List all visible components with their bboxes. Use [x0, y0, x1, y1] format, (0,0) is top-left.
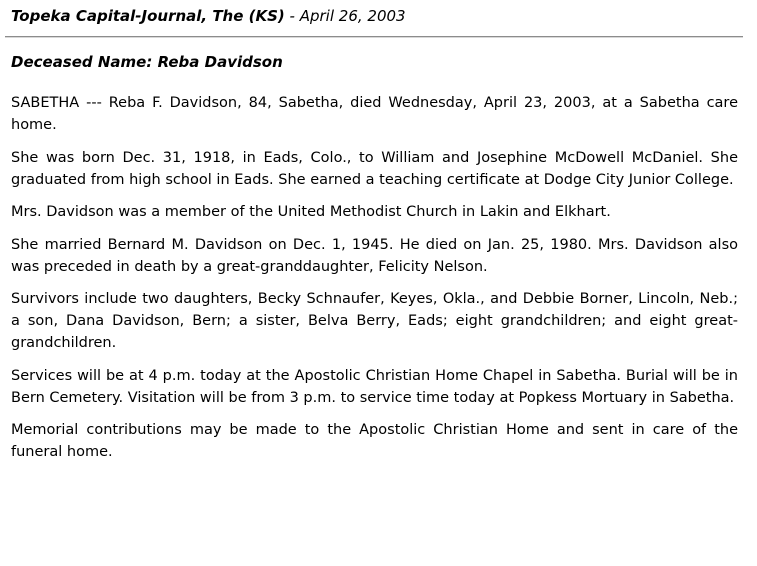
paragraph-memorials: Memorial contributions may be made to the Apostolic Christian Home and sent in care of the funeral home.	[11, 422, 738, 460]
paragraph-marriage: She married Bernard M. Davidson on Dec. 1, 1945. He died on Jan. 25, 1980. Mrs. Davidson also was preceded in death by a great-granddaughter, Felicity Nelson.	[11, 236, 738, 275]
paragraph-services: Services will be at 4 p.m. today at the Apostolic Christian Home Chapel in Sabetha. Burial will be in Bern Cemetery. Visitation will be from 3 p.m. to service time today at Popkess Mortuary in Sabetha.	[11, 367, 738, 406]
deceased-name-heading: Deceased Name: Reba Davidson	[11, 53, 283, 71]
paragraph-death-notice: SABETHA --- Reba F. Davidson, 84, Sabetha, died Wednesday, April 23, 2003, at a Sabetha care home.	[11, 95, 738, 133]
obituary-body	[11, 92, 738, 474]
newspaper-name: Topeka Capital-Journal, The (KS)	[11, 7, 285, 25]
source-header	[11, 5, 406, 27]
header-separator: -	[284, 7, 300, 25]
header-divider	[5, 36, 743, 38]
publication-date: April 26, 2003	[299, 7, 406, 25]
paragraph-church: Mrs. Davidson was a member of the United Methodist Church in Lakin and Elkhart.	[11, 204, 611, 220]
paragraph-survivors: Survivors include two daughters, Becky Schnaufer, Keyes, Okla., and Debbie Borner, Lincoln, Neb.; a son, Dana Davidson, Bern; a sister, Belva Berry, Eads; eight grandchildren; and eight great-grandchildren.	[11, 291, 738, 351]
paragraph-birth-education: She was born Dec. 31, 1918, in Eads, Colo., to William and Josephine McDowell McDaniel. She graduated from high school in Eads. She earned a teaching certificate at Dodge City Junior College.	[11, 149, 738, 188]
